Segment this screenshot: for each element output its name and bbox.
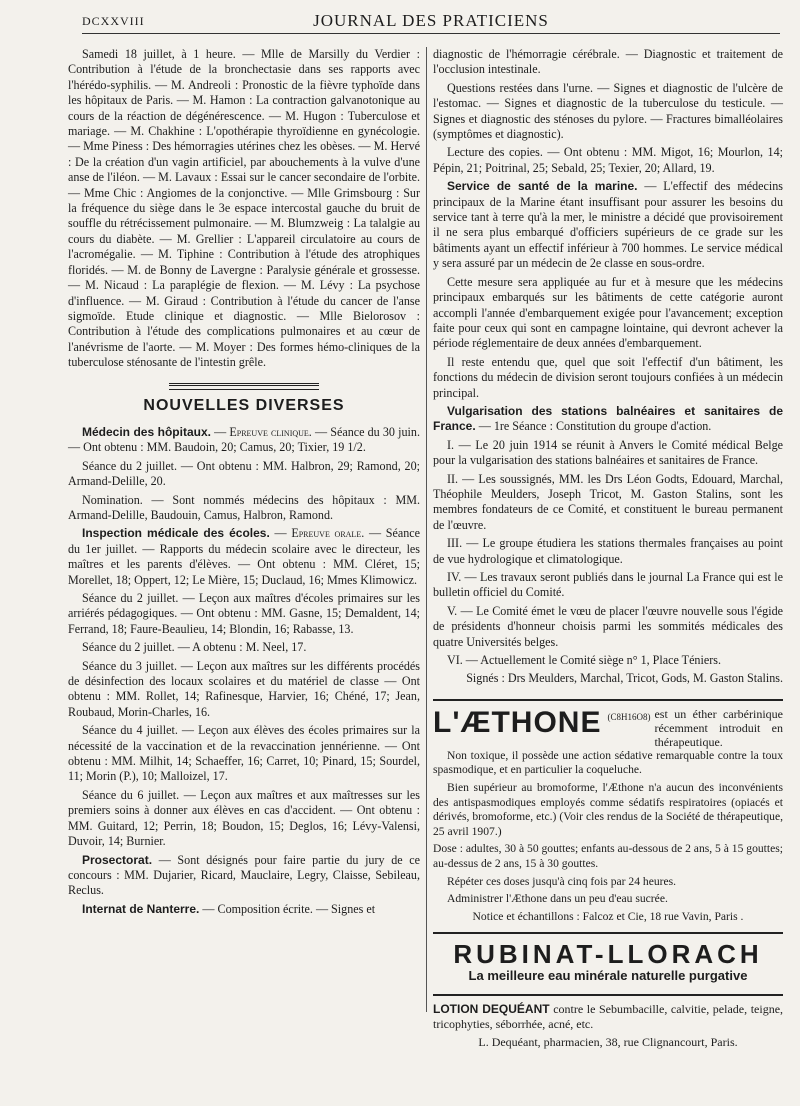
left-column <box>68 47 420 920</box>
service-paragraph-2: Cette mesure sera appliquée au fur et à mesure que les médecins principaux embarqués sur les bâtiments de cette catégorie auront accompli l'année d'embarquement exigée pour l'avancement; exception faite pour ceux qui sont en campagne lointaine, qui devront achever la période réglementaire de deux années d'embarquement. <box>433 274 783 351</box>
aethone-advertisement <box>433 699 783 925</box>
rubinat-advertisement <box>433 932 783 983</box>
aethone-admin: Administrer l'Æthone dans un peu d'eau sucrée. <box>447 892 668 906</box>
medecin-text: Séance du 30 juin. — Ont obtenu : MM. Baudoin, 20; Camus, 20; Tixier, 19 1/2. <box>68 424 420 455</box>
prosectorat-heading: Prosectorat. <box>82 852 153 867</box>
service-heading: Service de santé de la marine. <box>447 179 638 194</box>
lecture-paragraph: Lecture des copies. — Ont obtenu : MM. Migot, 16; Mourlon, 14; Pépin, 21; Poitrinal, 25; Sebald, 25; Texier, 20; Allard, 19. <box>433 145 783 175</box>
section-title: NOUVELLES DIVERSES <box>143 396 345 414</box>
aethone-formula: (C8H16O8) <box>607 711 651 722</box>
internat-text: — Composition écrite. — Signes et <box>202 901 376 916</box>
seance-2b: Séance du 2 juillet. — A obtenu : M. Neel, 17. <box>82 640 307 655</box>
inspection-text: Séance du 1er juillet. — Rapports du médecin scolaire avec le directeur, les maîtres et les parents d'élèves. — Ont obtenu : MM. Cléret, 15; Morellet, 18; Oppert, 12; Le Mière, 15; Duclaud, 16; Mmes Klimowicz. <box>68 526 421 587</box>
medecin-epreuve: — Epreuve clinique. — <box>214 424 328 439</box>
vulgarisation-paragraph <box>433 404 783 435</box>
column-divider <box>426 47 427 1012</box>
prosectorat-paragraph <box>68 853 420 899</box>
diagnostic-continued: diagnostic de l'hémorragie cérébrale. — Diagnostic et traitement de l'occlusion intestinale. <box>433 47 783 77</box>
aethone-line-2: Bien supérieur au bromoforme, l'Æthone n'a aucun des inconvénients des antispasmodiques employés comme sédatifs respiratoires (opiacés et dérivés, bromoforme, etc.) (Voir cles rendus de la Société de thérapeutique, 25 avril 1907.) <box>433 781 783 838</box>
lotion-address: L. Dequéant, pharmacien, 38, rue Clignancourt, Paris. <box>478 1034 738 1049</box>
seance-2a: Séance du 2 juillet. — Leçon aux maîtres d'écoles primaires sur les arriérés pédagogiques. — Ont obtenu : MM. Gasne, 15; Demaldent, 14; Ferrand, 18; Faure-Beaulieu, 14; Blondin, 16; Rabasse, 13. <box>68 591 420 636</box>
vulgarisation-item-2: II. — Les soussignés, MM. les Drs Léon Godts, Edouard, Marchal, Théophile Meulders, Joseph Tricot, M. Gaston Stalins, sont les membres fondateurs de ce Comité, et constituent le bureau permanent de l'œuvre. <box>433 471 783 532</box>
rubinat-subtitle: La meilleure eau minérale naturelle purgative <box>468 968 748 984</box>
internat-heading: Internat de Nanterre. <box>82 901 200 916</box>
vulgarisation-item-5: V. — Le Comité émet le vœu de placer l'œuvre nouvelle sous l'égide de présidents d'honneur choisis parmi les sommités médicales des quatre Universités belges. <box>433 603 783 649</box>
medecin-heading: Médecin des hôpitaux. <box>82 424 211 439</box>
signatures: Signés : Drs Meulders, Marchal, Tricot, Gods, M. Gaston Stalins. <box>466 671 783 686</box>
section-separator <box>169 383 319 390</box>
service-text: — L'effectif des médecins principaux de la Marine étant insuffisant pour assurer les besoins du service tant à terre qu'à la mer, le ministre a décidé que provisoirement il ne sera plus embarqué d'officiers supérieurs de ce grade sur les bâtiments ayant un effectif inférieur à 700 hommes. Le service médical y sera assuré par un médecin de 2e classe en sous-ordre. <box>433 179 783 271</box>
lotion-line <box>433 1002 783 1032</box>
seance-4: Séance du 4 juillet. — Leçon aux élèves des écoles primaires sur la nécessité de la vaccination et de la revaccination jennérienne. — Ont obtenu : MM. Milhit, 14; Schaeffer, 16; Carret, 10; Pinard, 15; Sourdel, 11; Morin (P.), 10; Malloizel, 17. <box>68 723 420 784</box>
seance-3: Séance du 3 juillet. — Leçon aux maîtres sur les différents procédés de désinfection des locaux scolaires et du matériel de classe — Ont obtenu : MM. Rollet, 14; Rafinesque, Harvier, 16; Chéné, 17; Jean, Roubaud, Morin-Charles, 16. <box>68 658 420 719</box>
thesis-list: Samedi 18 juillet, à 1 heure. — Mlle de Marsilly du Verdier : Contribution à l'étude de la bronchectasie dans ses rapports avec l'hérédo-syphilis. — M. Andreoli : Pronostic de la fièvre typhoïde dans les hôpitaux de Paris. — M. Hamon : La contraction galvanotonique au cours de la réaction de dégénérescence. — M. Hugon : Tuberculose et mariage. — M. Chakhine : L'opothérapie thyroïdienne en gynécologie. — Mme Piness : Des hémorragies utérines chez les obèses. — M. Hervé : De la création d'un vagin artificiel, par abouchements à la vulve d'une anse de l'iléon. — M. Lavaux : Essai sur le cancer secondaire de l'orbite. — Mme Chic : Angiomes de la conjonctive. — Mlle Grimsbourg : Sur la fréquence du siège dans le 3e espace intercostal gauche du bruit de souffle du rétrécissement pulmonaire. — M. Blumzweig : La talalgie au cours du diabète. — M. Grellier : L'appareil circulatoire au cours de l'acromégalie. — M. Tiphine : Contribution à l'étude des atrophiques floridés. — M. de Bonny de Lavergne : Paralysie générale et grossesse. — M. Nicaud : La paraplégie de flexion. — M. Lévy : La psychose d'influence. — M. Giraud : Contribution à l'étude du cancer de l'anse sigmoïde. Etude clinique et diagnostic. — Mlle Bielorosov : Contribution à l'étude des complications pulmonaires et au cœur de l'anévrisme de l'aorte. — M. Moyer : Des formes hémo-cliniques de la tuberculose sténosante de l'intestin grêle. <box>68 47 420 370</box>
inspection-paragraph <box>68 526 420 588</box>
medecin-paragraph <box>68 425 420 456</box>
prosectorat-text: — Sont désignés pour faire partie du jury de ce concours : MM. Dujarier, Ricard, Mauclaire, Legry, Claisse, Sebileau, Reclus. <box>68 852 420 898</box>
aethone-line-1: Non toxique, il possède une action sédative remarquable contre la toux spasmodique, et en particulier la coqueluche. <box>433 748 783 777</box>
page-header <box>82 9 780 34</box>
vulgarisation-text: — 1re Séance : Constitution du groupe d'action. <box>478 419 712 434</box>
lotion-name: LOTION DEQUÉANT <box>433 1001 550 1016</box>
page-number: DCXXVIII <box>82 14 145 28</box>
journal-title: JOURNAL DES PRATICIENS <box>313 11 549 30</box>
service-paragraph <box>433 179 783 271</box>
rubinat-title: RUBINAT-LLORACH <box>453 939 763 970</box>
nomination-paragraph: Nomination. — Sont nommés médecins des hôpitaux : MM. Armand-Delille, Baudouin, Camus, Halbron, Ramond. <box>68 492 420 522</box>
internat-paragraph <box>68 902 420 917</box>
vulgarisation-heading: Vulgarisation des stations balnéaires et sanitaires de France. <box>433 403 783 434</box>
right-column <box>433 47 783 1053</box>
inspection-epreuve: — Epreuve orale. — <box>274 526 382 541</box>
inspection-heading: Inspection médicale des écoles. <box>82 526 270 541</box>
medecin-seance-2: Séance du 2 juillet. — Ont obtenu : MM. Halbron, 29; Ramond, 20; Armand-Delille, 20. <box>68 458 420 489</box>
vulgarisation-item-1: I. — Le 20 juin 1914 se réunit à Anvers le Comité médical Belge pour la vulgarisation des stations balnéaires et sanitaires de France. <box>433 437 783 468</box>
lotion-text: contre le Sebumbacille, calvitie, pelade, teigne, tricophyties, séborrhée, acné, etc. <box>433 1001 784 1031</box>
aethone-body <box>433 749 783 925</box>
lotion-advertisement <box>433 994 783 1050</box>
aethone-dose: Dose : adultes, 30 à 50 gouttes; enfants au-dessous de 2 ans, 5 à 15 gouttes; au-dessus de 2 ans, 15 à 30 gouttes. <box>433 842 784 870</box>
aethone-repeat: Répéter ces doses jusqu'à cinq fois par 24 heures. <box>447 874 677 888</box>
aethone-name: L'ÆTHONE <box>433 705 602 739</box>
aethone-notice: Notice et échantillons : Falcoz et Cie, 18 rue Vavin, Paris . <box>472 909 744 923</box>
vulgarisation-item-6: VI. — Actuellement le Comité siège n° 1, Place Téniers. <box>447 653 721 668</box>
seance-6: Séance du 6 juillet. — Leçon aux maîtres et aux maîtresses sur les premiers soins à donner aux élèves en cas d'accident. — Ont obtenu : MM. Guitard, 12; Perrin, 18; Boudon, 15; Deglos, 16; Lévy-Valensi, Duvoir, 14; Burnier. <box>68 787 420 849</box>
vulgarisation-item-4: IV. — Les travaux seront publiés dans le journal La France qui est le bulletin officiel du Comité. <box>433 570 783 600</box>
aethone-header <box>433 707 783 749</box>
vulgarisation-item-3: III. — Le groupe étudiera les stations thermales françaises au point de vue hydrologique et climatologique. <box>433 536 783 566</box>
questions-paragraph: Questions restées dans l'urne. — Signes et diagnostic de l'ulcère de l'estomac. — Signes et diagnostic de la tuberculose du testicule. — Signes et diagnostic des sténoses du pylore. — Fractures bimalléolaires (symptômes et diagnostic). <box>433 80 783 142</box>
aethone-lead: est un éther carbérinique récemment introduit en thérapeutique. <box>654 706 783 749</box>
service-paragraph-3: Il reste entendu que, quel que soit l'effectif d'un bâtiment, les fonctions du médecin de division seront toujours confiées à un médecin principal. <box>433 354 783 400</box>
